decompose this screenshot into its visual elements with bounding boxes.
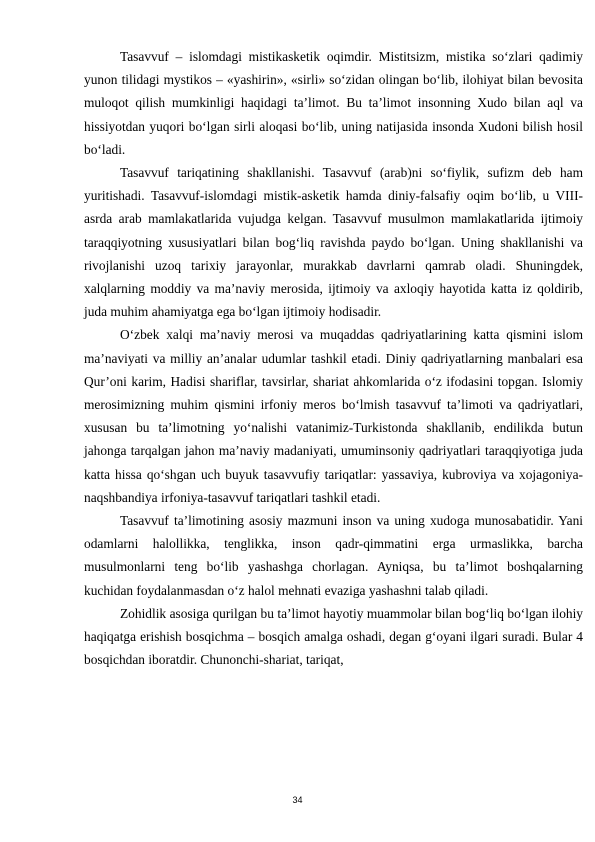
- paragraph-teaching-content: Tasavvuf ta’limotining asosiy mazmuni inson va uning xudoga munosabatidir. Yani odamlarni halollikka, tenglikka, inson qadr-qimmatini erga urmaslikka, barcha musulmonlarni teng bo‘lib yashashga chorlagan. Ayniqsa, bu ta’limot boshqalarning kuchidan foydalanmasdan o‘z halol mehnati evaziga yashashni talab qiladi.: [84, 513, 583, 598]
- paragraph-uzbek-heritage: O‘zbek xalqi ma’naviy merosi va muqaddas qadriyatlarining katta qismini islom ma’naviyati va milliy an’analar udumlar tashkil etadi. Diniy qadriyatlarning manbalari esa Qur’oni karim, Hadisi shariflar, tavsirlar, shariat ahkomlarida o‘z ifodasini topgan. Islomiy merosimizning muhim qismini irfoniy meros bo‘lmish tasavvuf ta’limoti va qadriyatlari, xususan bu ta’limotning yo‘nalishi vatanimiz-Turkistonda shakllanib, endilikda butun jahonga tarqalgan jahon ma’naviy madaniyati, umuminsoniy qadriyatlari taraqqiyotiga juda katta hissa qo‘shgan uch buyuk tasavvufiy tariqatlar: yassaviya, kubroviya va xojagoniya-naqshbandiya irfoniya-tasavvuf tariqatlari tashkil etadi.: [84, 327, 583, 505]
- paragraph-zohidlik: Zohidlik asosiga qurilgan bu ta’limot hayotiy muammolar bilan bog‘liq bo‘lgan ilohiy haqiqatga erishish bosqichma – bosqich amalga oshadi, degan g‘oyani ilgari suradi. Bular 4 bosqichdan iboratdir. Chunonchi-shariat, tariqat,: [84, 605, 583, 668]
- paragraph-tariqat-formation: Tasavvuf tariqatining shakllanishi. Tasavvuf (arab)ni so‘fiylik, sufizm deb ham yuritishadi. Tasavvuf-islomdagi mistik-asketik hamda diniy-falsafiy oqim bo‘lib, u VIII-asrda arab mamlakatlarida vujudga kelgan. Tasavvuf musulmon mamlakatlarida ijtimoiy taraqqiyotning xususiyatlari bilan bog‘liq ravishda paydo bo‘lgan. Uning shakllanishi va rivojlanishi uzoq tarixiy jarayonlar, murakkab davrlarni qamrab oladi. Shuningdek, xalqlarning moddiy va ma’naviy merosida, ijtimoiy va axloqiy hayotida katta iz qoldirib, juda muhim ahamiyatga ega bo‘lgan ijtimoiy hodisadir.: [84, 165, 583, 320]
- document-body: [84, 45, 583, 671]
- page-number: 34: [292, 795, 303, 805]
- paragraph-tasavvuf-definition: Tasavvuf – islomdagi mistikasketik oqimdir. Mistitsizm, mistika so‘zlari qadimiy yunon tilidagi mystikos – «yashirin», «sirli» so‘zidan olingan bo‘lib, ilohiyat bilan bevosita muloqot qilish mumkinligi haqidagi ta’limot. Bu ta’limot insonning Xudo bilan aql va hissiyotdan yuqori bo‘lgan sirli aloqasi bo‘lib, uning natijasida insonda Xudoni bilish hosil bo‘ladi.: [84, 49, 583, 157]
